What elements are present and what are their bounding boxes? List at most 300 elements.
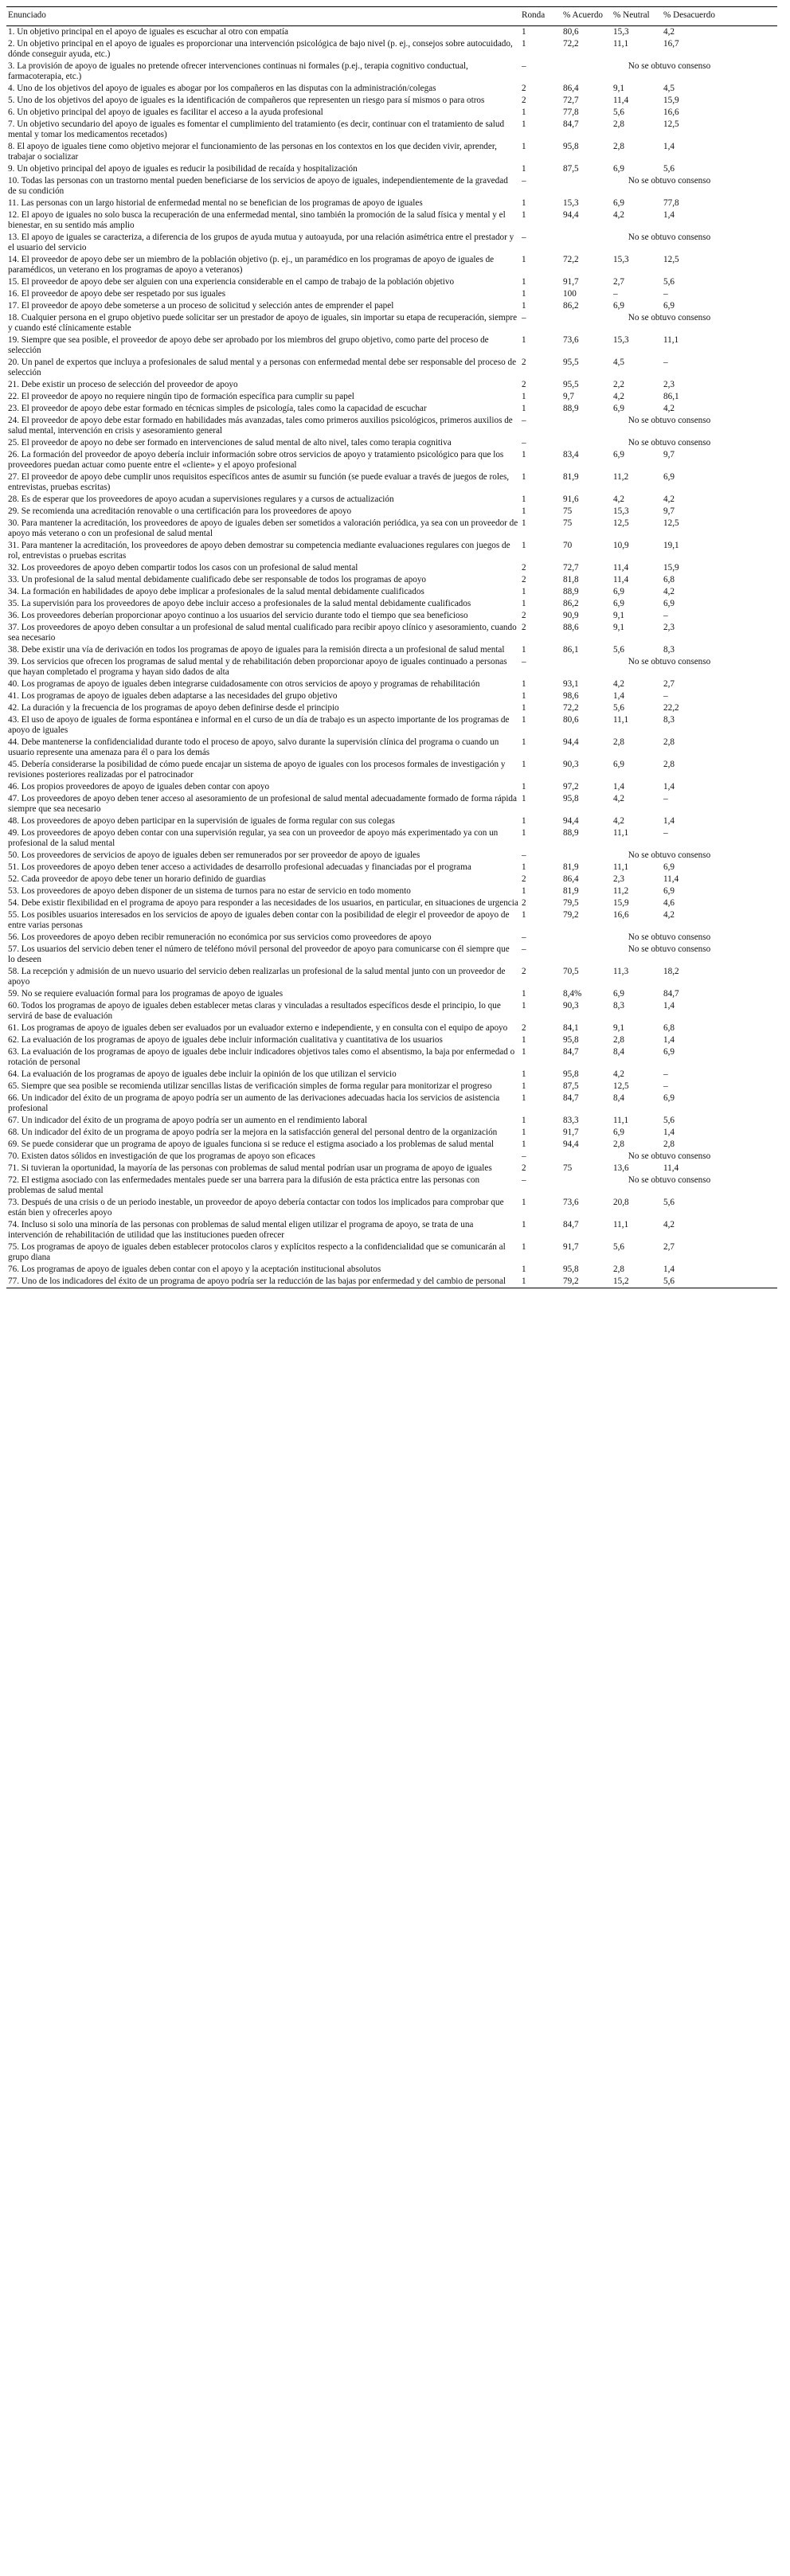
table-row bbox=[6, 437, 777, 449]
statement-cell: 21. Debe existir un proceso de selección del proveedor de apoyo bbox=[8, 380, 238, 389]
agree-cell: 70,5 bbox=[563, 967, 579, 976]
table-row bbox=[6, 574, 777, 586]
statement-cell: 68. Un indicador del éxito de un programa de apoyo podría ser la mejora en la satisfacción general del personal dentro de la organización bbox=[8, 1128, 498, 1137]
table-row bbox=[6, 1069, 777, 1081]
table-row bbox=[6, 1163, 777, 1175]
agree-cell: 94,4 bbox=[563, 816, 579, 826]
table-row bbox=[6, 678, 777, 690]
statement-cell: 25. El proveedor de apoyo no debe ser formado en intervenciones de salud mental de alto nivel, tales como terapia cognitiva bbox=[8, 438, 452, 448]
agree-cell: 94,4 bbox=[563, 1139, 579, 1149]
agree-cell: 83,3 bbox=[563, 1116, 579, 1125]
disagree-cell: 18,2 bbox=[663, 967, 679, 976]
neutral-cell: 15,3 bbox=[613, 506, 629, 516]
disagree-cell: 9,7 bbox=[663, 450, 675, 459]
disagree-cell: – bbox=[663, 794, 668, 803]
neutral-cell: 6,9 bbox=[613, 599, 624, 608]
statement-cell: 47. Los proveedores de apoyo deben tener acceso al asesoramiento de un profesional de salud mental adecuadamente formado de forma rápida siempre que sea necesario bbox=[8, 794, 517, 814]
table-row bbox=[6, 793, 777, 815]
agree-cell: 91,6 bbox=[563, 494, 579, 504]
neutral-cell: 2,8 bbox=[613, 142, 624, 151]
agree-cell: 93,1 bbox=[563, 679, 579, 689]
no-consensus-cell: No se obtuvo consenso bbox=[628, 233, 711, 242]
table-row bbox=[6, 702, 777, 714]
round-cell: 1 bbox=[522, 1128, 526, 1137]
table-row bbox=[6, 897, 777, 909]
neutral-cell: 6,9 bbox=[613, 198, 624, 208]
table-row bbox=[6, 815, 777, 827]
statement-cell: 73. Después de una crisis o de un periodo inestable, un proveedor de apoyo debería contactar con todos los implicados para comprobar que están bien y ofrecerles apoyo bbox=[8, 1198, 504, 1218]
round-cell: – bbox=[522, 313, 526, 322]
statement-cell: 56. Los proveedores de apoyo deben recibir remuneración no económica por sus servicios como proveedores de apoyo bbox=[8, 932, 432, 942]
statement-cell: 45. Debería considerarse la posibilidad de cómo puede encajar un sistema de apoyo de iguales con los procesos formales de investigación y revisiones posteriores realizadas por el patrocinador bbox=[8, 760, 506, 780]
table-row bbox=[6, 276, 777, 288]
neutral-cell: 9,1 bbox=[613, 84, 624, 93]
agree-cell: 81,9 bbox=[563, 862, 579, 872]
round-cell: 2 bbox=[522, 611, 526, 620]
neutral-cell: 12,5 bbox=[613, 1081, 629, 1091]
header-agree: % Acuerdo bbox=[561, 7, 612, 26]
round-cell: 1 bbox=[522, 1242, 526, 1252]
table-row bbox=[6, 988, 777, 1000]
table-row bbox=[6, 312, 777, 334]
statement-cell: 70. Existen datos sólidos en investigación de que los programas de apoyo son eficaces bbox=[8, 1151, 315, 1161]
round-cell: – bbox=[522, 233, 526, 242]
no-consensus-cell: No se obtuvo consenso bbox=[628, 438, 711, 448]
table-row bbox=[6, 506, 777, 518]
disagree-cell: 2,7 bbox=[663, 679, 675, 689]
neutral-cell: 12,5 bbox=[613, 518, 629, 528]
table-row bbox=[6, 415, 777, 437]
round-cell: – bbox=[522, 416, 526, 425]
disagree-cell: 4,2 bbox=[663, 1220, 675, 1229]
statement-cell: 58. La recepción y admisión de un nuevo usuario del servicio deben realizarlas un profesional de la salud mental junto con un proveedor de apoyo bbox=[8, 967, 506, 987]
neutral-cell: 11,1 bbox=[613, 1220, 629, 1229]
neutral-cell: 1,4 bbox=[613, 691, 624, 701]
disagree-cell: 86,1 bbox=[663, 392, 679, 401]
agree-cell: 95,8 bbox=[563, 1035, 579, 1045]
neutral-cell: 4,2 bbox=[613, 816, 624, 826]
agree-cell: 87,5 bbox=[563, 1081, 579, 1091]
neutral-cell: 8,4 bbox=[613, 1093, 624, 1103]
round-cell: 1 bbox=[522, 255, 526, 264]
neutral-cell: 2,7 bbox=[613, 277, 624, 287]
statement-cell: 71. Si tuvieran la oportunidad, la mayoría de las personas con problemas de salud mental podrían usar un programa de apoyo de iguales bbox=[8, 1163, 492, 1173]
disagree-cell: 16,7 bbox=[663, 39, 679, 49]
statement-cell: 39. Los servicios que ofrecen los programas de salud mental y de rehabilitación deben proporcionar apoyo de iguales continuado a personas que hayan completado el programa y hayan sido dados de alta bbox=[8, 657, 507, 677]
round-cell: 1 bbox=[522, 39, 526, 49]
neutral-cell: 11,4 bbox=[613, 575, 629, 584]
statement-cell: 36. Los proveedores deberían proporcionar apoyo continuo a los usuarios del servicio durante todo el tiempo que sea beneficioso bbox=[8, 611, 468, 620]
statement-cell: 48. Los proveedores de apoyo deben participar en la supervisión de iguales de forma regular con sus colegas bbox=[8, 816, 395, 826]
round-cell: 1 bbox=[522, 1081, 526, 1091]
disagree-cell: 5,6 bbox=[663, 277, 675, 287]
disagree-cell: – bbox=[663, 1081, 668, 1091]
statement-cell: 76. Los programas de apoyo de iguales deben contar con el apoyo y la aceptación institucional absolutos bbox=[8, 1265, 381, 1274]
statement-cell: 5. Uno de los objetivos del apoyo de iguales es la identificación de compañeros que representen un riesgo para sí mismos o para otros bbox=[8, 96, 485, 105]
statement-cell: 30. Para mantener la acreditación, los proveedores de apoyo de iguales deben ser sometidos a valoración periódica, ya sea con un proveedor de apoyo más veterano o con un profesional de salud mental bbox=[8, 518, 518, 538]
agree-cell: 77,8 bbox=[563, 107, 579, 117]
round-cell: 1 bbox=[522, 506, 526, 516]
table-row bbox=[6, 119, 777, 141]
disagree-cell: – bbox=[663, 691, 668, 701]
disagree-cell: 5,6 bbox=[663, 1116, 675, 1125]
round-cell: 2 bbox=[522, 1023, 526, 1033]
disagree-cell: 84,7 bbox=[663, 989, 679, 999]
statement-cell: 60. Todos los programas de apoyo de iguales deben establecer metas claras y vinculadas a resultados específicos desde el principio, lo que servirá de base de evaluación bbox=[8, 1001, 501, 1021]
neutral-cell: 6,9 bbox=[613, 450, 624, 459]
disagree-cell: 6,9 bbox=[663, 862, 675, 872]
statement-cell: 32. Los proveedores de apoyo deben compartir todos los casos con un profesional de salud mental bbox=[8, 563, 358, 573]
round-cell: 1 bbox=[522, 1093, 526, 1103]
agree-cell: 95,5 bbox=[563, 380, 579, 389]
round-cell: 1 bbox=[522, 107, 526, 117]
table-row bbox=[6, 1081, 777, 1093]
table-row bbox=[6, 944, 777, 966]
agree-cell: 81,9 bbox=[563, 472, 579, 482]
statement-cell: 50. Los proveedores de servicios de apoyo de iguales deben ser remunerados por ser proveedor de apoyo de iguales bbox=[8, 850, 420, 860]
statement-cell: 10. Todas las personas con un trastorno mental pueden beneficiarse de los servicios de apoyo de iguales, independientemente de la gravedad de su condición bbox=[8, 176, 508, 196]
table-row bbox=[6, 95, 777, 107]
disagree-cell: 4,2 bbox=[663, 404, 675, 413]
agree-cell: 90,9 bbox=[563, 611, 579, 620]
statement-cell: 57. Los usuarios del servicio deben tener el número de teléfono móvil personal del proveedor de apoyo para comunicarse con él siempre que lo deseen bbox=[8, 944, 510, 964]
neutral-cell: 2,8 bbox=[613, 1035, 624, 1045]
round-cell: 2 bbox=[522, 874, 526, 884]
table-row bbox=[6, 209, 777, 232]
neutral-cell: 6,9 bbox=[613, 164, 624, 174]
round-cell: 1 bbox=[522, 828, 526, 838]
neutral-cell: 4,2 bbox=[613, 494, 624, 504]
agree-cell: 98,6 bbox=[563, 691, 579, 701]
agree-cell: 84,7 bbox=[563, 1220, 579, 1229]
table-header bbox=[6, 7, 777, 26]
statement-cell: 8. El apoyo de iguales tiene como objetivo mejorar el funcionamiento de las personas en los contextos en los que deciden vivir, aprender, trabajar o socializar bbox=[8, 142, 497, 162]
round-cell: 1 bbox=[522, 1220, 526, 1229]
table-row bbox=[6, 1197, 777, 1219]
table-body bbox=[6, 26, 777, 1288]
statement-cell: 77. Uno de los indicadores del éxito de un programa de apoyo podría ser la reducción de las bajas por enfermedad y del cambio de personal bbox=[6, 1276, 520, 1288]
disagree-cell: 6,9 bbox=[663, 301, 675, 311]
neutral-cell: 2,8 bbox=[613, 1265, 624, 1274]
round-cell: 2 bbox=[522, 1163, 526, 1173]
neutral-cell: 4,5 bbox=[613, 358, 624, 367]
table-row bbox=[6, 850, 777, 862]
neutral-cell: 13,6 bbox=[613, 1163, 629, 1173]
round-cell: – bbox=[522, 1175, 526, 1185]
agree-cell: 84,7 bbox=[563, 119, 579, 129]
round-cell: 1 bbox=[522, 1198, 526, 1207]
disagree-cell: 2,7 bbox=[663, 1242, 675, 1252]
round-cell: 1 bbox=[522, 518, 526, 528]
statement-cell: 16. El proveedor de apoyo debe ser respetado por sus iguales bbox=[8, 289, 226, 299]
neutral-cell: 15,3 bbox=[613, 27, 629, 37]
table-row bbox=[6, 61, 777, 83]
agree-cell: 90,3 bbox=[563, 1001, 579, 1010]
neutral-cell: 6,9 bbox=[613, 989, 624, 999]
disagree-cell: 6,9 bbox=[663, 599, 675, 608]
neutral-cell: 5,6 bbox=[613, 703, 624, 713]
neutral-cell: 15,3 bbox=[613, 255, 629, 264]
disagree-cell: 1,4 bbox=[663, 1035, 675, 1045]
neutral-cell: 6,9 bbox=[613, 1128, 624, 1137]
round-cell: 1 bbox=[522, 541, 526, 550]
agree-cell: 70 bbox=[563, 541, 573, 550]
disagree-cell: – bbox=[663, 611, 668, 620]
table-row bbox=[6, 494, 777, 506]
neutral-cell: 2,3 bbox=[613, 874, 624, 884]
agree-cell: 95,5 bbox=[563, 358, 579, 367]
neutral-cell: 6,9 bbox=[613, 404, 624, 413]
agree-cell: 86,4 bbox=[563, 874, 579, 884]
neutral-cell: 2,2 bbox=[613, 380, 624, 389]
agree-cell: 86,1 bbox=[563, 645, 579, 655]
disagree-cell: 11,4 bbox=[663, 1163, 679, 1173]
round-cell: 1 bbox=[522, 472, 526, 482]
table-row bbox=[6, 932, 777, 944]
round-cell: 2 bbox=[522, 84, 526, 93]
disagree-cell: 77,8 bbox=[663, 198, 679, 208]
disagree-cell: 9,7 bbox=[663, 506, 675, 516]
round-cell: 1 bbox=[522, 782, 526, 792]
no-consensus-cell: No se obtuvo consenso bbox=[628, 944, 711, 954]
table-row bbox=[6, 737, 777, 759]
table-row bbox=[6, 540, 777, 562]
table-row bbox=[6, 1000, 777, 1022]
agree-cell: 97,2 bbox=[563, 782, 579, 792]
agree-cell: 81,9 bbox=[563, 886, 579, 896]
neutral-cell: 15,3 bbox=[613, 335, 629, 345]
round-cell: 1 bbox=[522, 737, 526, 747]
statement-cell: 27. El proveedor de apoyo debe cumplir unos requisitos específicos antes de asumir su función (se puede evaluar a través de juegos de roles, entrevistas, pruebas escritas) bbox=[8, 472, 510, 492]
round-cell: – bbox=[522, 657, 526, 666]
neutral-cell: 5,6 bbox=[613, 645, 624, 655]
round-cell: 1 bbox=[520, 1276, 561, 1288]
table-row bbox=[6, 449, 777, 471]
disagree-cell: 8,3 bbox=[663, 715, 675, 725]
statement-cell: 17. El proveedor de apoyo debe someterse a un proceso de solicitud y selección antes de emprender el papel bbox=[8, 301, 394, 311]
table-row bbox=[6, 391, 777, 403]
agree-cell: 95,8 bbox=[563, 794, 579, 803]
disagree-cell: 2,3 bbox=[663, 623, 675, 632]
statement-cell: 49. Los proveedores de apoyo deben contar con una supervisión regular, ya sea con un proveedor de apoyo más experimentado ya con un profesional de la salud mental bbox=[8, 828, 499, 848]
round-cell: 1 bbox=[522, 910, 526, 920]
neutral-cell: 11,2 bbox=[613, 886, 629, 896]
statement-cell: 33. Un profesional de la salud mental debidamente cualificado debe ser responsable de todos los programas de apoyo bbox=[8, 575, 427, 584]
statement-cell: 35. La supervisión para los proveedores de apoyo debe incluir acceso a profesionales de la salud mental debidamente cualificados bbox=[8, 599, 471, 608]
neutral-cell: 11,1 bbox=[613, 39, 629, 49]
agree-cell: 90,3 bbox=[563, 760, 579, 769]
round-cell: 1 bbox=[522, 404, 526, 413]
neutral-cell: 9,1 bbox=[613, 1023, 624, 1033]
agree-cell: 81,8 bbox=[563, 575, 579, 584]
statement-cell: 9. Un objetivo principal del apoyo de iguales es reducir la posibilidad de recaída y hospitalización bbox=[8, 164, 358, 174]
statement-cell: 23. El proveedor de apoyo debe estar formado en técnicas simples de psicología, tales como la capacidad de escuchar bbox=[8, 404, 427, 413]
no-consensus-cell: No se obtuvo consenso bbox=[628, 850, 711, 860]
table-row bbox=[6, 379, 777, 391]
agree-cell: 88,6 bbox=[563, 623, 579, 632]
agree-cell: 72,2 bbox=[563, 703, 579, 713]
table-row bbox=[6, 781, 777, 793]
round-cell: 1 bbox=[522, 587, 526, 596]
disagree-cell: 12,5 bbox=[663, 518, 679, 528]
table-row bbox=[6, 690, 777, 702]
round-cell: – bbox=[522, 850, 526, 860]
round-cell: 1 bbox=[522, 794, 526, 803]
neutral-cell: 4,2 bbox=[613, 210, 624, 220]
statement-cell: 37. Los proveedores de apoyo deben consultar a un profesional de salud mental cualificado para recibir apoyo clínico y asesoramiento, cuando sea necesario bbox=[8, 623, 517, 643]
agree-cell: 79,2 bbox=[561, 1276, 612, 1288]
round-cell: 1 bbox=[522, 277, 526, 287]
neutral-cell: 4,2 bbox=[613, 392, 624, 401]
disagree-cell: 1,4 bbox=[663, 1265, 675, 1274]
round-cell: – bbox=[522, 61, 526, 71]
statement-cell: 7. Un objetivo secundario del apoyo de iguales es fomentar el cumplimiento del tratamiento (es decir, continuar con el tratamiento de salud mental y tomar los medicamentos recetados) bbox=[8, 119, 505, 139]
neutral-cell: 8,3 bbox=[613, 1001, 624, 1010]
table-row bbox=[6, 175, 777, 197]
disagree-cell: 12,5 bbox=[663, 255, 679, 264]
disagree-cell: 22,2 bbox=[663, 703, 679, 713]
neutral-cell: 15,9 bbox=[613, 898, 629, 908]
table-row bbox=[6, 1219, 777, 1241]
agree-cell: 88,9 bbox=[563, 404, 579, 413]
neutral-cell: 11,3 bbox=[613, 967, 629, 976]
header-disagree: % Desacuerdo bbox=[662, 7, 777, 26]
consensus-table-container bbox=[6, 6, 777, 1288]
agree-cell: 87,5 bbox=[563, 164, 579, 174]
neutral-cell: 6,9 bbox=[613, 301, 624, 311]
statement-cell: 75. Los programas de apoyo de iguales deben establecer protocolos claros y explícitos respecto a la confidencialidad que se comunicarán al grupo diana bbox=[8, 1242, 506, 1262]
header-statement: Enunciado bbox=[6, 7, 520, 26]
table-row bbox=[6, 598, 777, 610]
neutral-cell: 16,6 bbox=[613, 910, 629, 920]
statement-cell: 69. Se puede considerar que un programa de apoyo de iguales funciona si se reduce el estigma asociado a los problemas de salud mental bbox=[8, 1139, 495, 1149]
statement-cell: 28. Es de esperar que los proveedores de apoyo acudan a supervisiones regulares y a cursos de actualización bbox=[8, 494, 394, 504]
table-row bbox=[6, 1241, 777, 1264]
neutral-cell: 4,2 bbox=[613, 679, 624, 689]
round-cell: 1 bbox=[522, 1116, 526, 1125]
disagree-cell: 16,6 bbox=[663, 107, 679, 117]
statement-cell: 12. El apoyo de iguales no solo busca la recuperación de una enfermedad mental, sino también la promoción de la salud física y mental y el bienestar, en su sentido más amplio bbox=[8, 210, 506, 230]
round-cell: 1 bbox=[522, 392, 526, 401]
round-cell: 1 bbox=[522, 27, 526, 37]
round-cell: 1 bbox=[522, 691, 526, 701]
round-cell: 1 bbox=[522, 886, 526, 896]
header-round: Ronda bbox=[520, 7, 561, 26]
agree-cell: 91,7 bbox=[563, 1242, 579, 1252]
neutral-cell: 11,1 bbox=[613, 828, 629, 838]
statement-cell: 19. Siempre que sea posible, el proveedor de apoyo debe ser aprobado por los miembros del grupo objetivo, como parte del proceso de selección bbox=[8, 335, 489, 355]
round-cell: 2 bbox=[522, 358, 526, 367]
round-cell: 1 bbox=[522, 715, 526, 725]
neutral-cell: 20,8 bbox=[613, 1198, 629, 1207]
round-cell: 2 bbox=[522, 96, 526, 105]
no-consensus-cell: No se obtuvo consenso bbox=[628, 416, 711, 425]
table-row bbox=[6, 1276, 777, 1288]
table-row bbox=[6, 1175, 777, 1197]
neutral-cell: 11,1 bbox=[613, 715, 629, 725]
disagree-cell: 1,4 bbox=[663, 1128, 675, 1137]
disagree-cell: 1,4 bbox=[663, 142, 675, 151]
neutral-cell: 11,4 bbox=[613, 563, 629, 573]
disagree-cell: 8,3 bbox=[663, 645, 675, 655]
table-row bbox=[6, 874, 777, 885]
table-row bbox=[6, 1139, 777, 1151]
round-cell: 1 bbox=[522, 760, 526, 769]
neutral-cell: 2,8 bbox=[613, 737, 624, 747]
agree-cell: 94,4 bbox=[563, 210, 579, 220]
round-cell: 1 bbox=[522, 494, 526, 504]
table-row bbox=[6, 562, 777, 574]
table-row bbox=[6, 862, 777, 874]
statement-cell: 54. Debe existir flexibilidad en el programa de apoyo para responder a las necesidades de los usuarios, en particular, en situaciones de urgencia bbox=[8, 898, 518, 908]
neutral-cell: 5,6 bbox=[613, 107, 624, 117]
table-row bbox=[6, 357, 777, 379]
statement-cell: 72. El estigma asociado con las enfermedades mentales puede ser una barrera para la difusión de esta práctica entre las personas con problemas de salud mental bbox=[8, 1175, 480, 1195]
agree-cell: 72,2 bbox=[563, 39, 579, 49]
table-row bbox=[6, 759, 777, 781]
statement-cell: 55. Los posibles usuarios interesados en los servicios de apoyo de iguales deben contar con la posibilidad de elegir el proveedor de apoyo de entre varias personas bbox=[8, 910, 510, 930]
round-cell: 2 bbox=[522, 898, 526, 908]
neutral-cell: – bbox=[613, 289, 618, 299]
neutral-cell: 2,8 bbox=[613, 119, 624, 129]
round-cell: 1 bbox=[522, 1069, 526, 1079]
disagree-cell: 1,4 bbox=[663, 1001, 675, 1010]
round-cell: – bbox=[522, 932, 526, 942]
statement-cell: 41. Los programas de apoyo de iguales deben adaptarse a las necesidades del grupo objetivo bbox=[8, 691, 338, 701]
neutral-cell: 4,2 bbox=[613, 794, 624, 803]
neutral-cell: 6,9 bbox=[613, 760, 624, 769]
statement-cell: 3. La provisión de apoyo de iguales no pretende ofrecer intervenciones continuas ni formales (p.ej., terapia cognitivo conductual, farmacoterapia, etc.) bbox=[8, 61, 468, 81]
no-consensus-cell: No se obtuvo consenso bbox=[628, 176, 711, 186]
no-consensus-cell: No se obtuvo consenso bbox=[628, 1175, 711, 1185]
agree-cell: 73,6 bbox=[563, 335, 579, 345]
statement-cell: 64. La evaluación de los programas de apoyo de iguales debe incluir la opinión de los que utilizan el servicio bbox=[8, 1069, 397, 1079]
statement-cell: 14. El proveedor de apoyo debe ser un miembro de la población objetivo (p. ej., un paramédico en los programas de apoyo de iguales de paramédicos, un veterano en los programas de apoyo a veteranos) bbox=[8, 255, 495, 275]
round-cell: 1 bbox=[522, 599, 526, 608]
table-row bbox=[6, 254, 777, 276]
statement-cell: 40. Los programas de apoyo de iguales deben integrarse cuidadosamente con otros servicios de apoyo y programas de rehabilitación bbox=[8, 679, 480, 689]
table-row bbox=[6, 1151, 777, 1163]
statement-cell: 63. La evaluación de los programas de apoyo de iguales debe incluir indicadores objetivos tales como el absentismo, la baja por enfermedad o rotación de personal bbox=[8, 1047, 515, 1067]
neutral-cell: 8,4 bbox=[613, 1047, 624, 1057]
neutral-cell: 15,2 bbox=[612, 1276, 662, 1288]
round-cell: 1 bbox=[522, 703, 526, 713]
table-row bbox=[6, 610, 777, 622]
header-neutral: % Neutral bbox=[612, 7, 662, 26]
disagree-cell: 12,5 bbox=[663, 119, 679, 129]
agree-cell: 9,7 bbox=[563, 392, 574, 401]
disagree-cell: 6,8 bbox=[663, 1023, 675, 1033]
table-row bbox=[6, 197, 777, 209]
neutral-cell: 4,2 bbox=[613, 1069, 624, 1079]
statement-cell: 13. El apoyo de iguales se caracteriza, a diferencia de los grupos de ayuda mutua y autoayuda, por una relación asimétrica entre el prestador y el usuario del servicio bbox=[8, 233, 514, 252]
table-row bbox=[6, 403, 777, 415]
agree-cell: 8,4% bbox=[563, 989, 582, 999]
statement-cell: 67. Un indicador del éxito de un programa de apoyo podría ser un aumento en el rendimiento laboral bbox=[8, 1116, 368, 1125]
round-cell: 1 bbox=[522, 450, 526, 459]
round-cell: 2 bbox=[522, 623, 526, 632]
agree-cell: 83,4 bbox=[563, 450, 579, 459]
agree-cell: 86,2 bbox=[563, 599, 579, 608]
no-consensus-cell: No se obtuvo consenso bbox=[628, 61, 711, 71]
statement-cell: 46. Los propios proveedores de apoyo de iguales deben contar con apoyo bbox=[8, 782, 270, 792]
statement-cell: 42. La duración y la frecuencia de los programas de apoyo deben definirse desde el principio bbox=[8, 703, 339, 713]
disagree-cell: 4,2 bbox=[663, 587, 675, 596]
agree-cell: 84,7 bbox=[563, 1093, 579, 1103]
table-row bbox=[6, 1022, 777, 1034]
disagree-cell: 5,6 bbox=[663, 1198, 675, 1207]
agree-cell: 95,8 bbox=[563, 142, 579, 151]
